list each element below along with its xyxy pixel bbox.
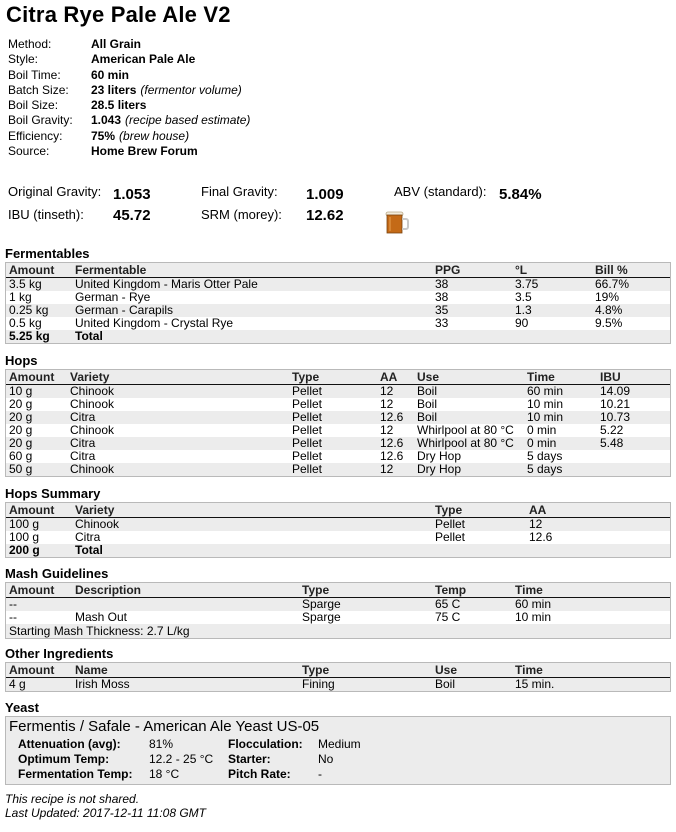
meta-note: (fermentor volume): [140, 82, 242, 97]
yeast-box: [5, 716, 671, 785]
cell: 66.7%: [595, 277, 630, 291]
cell: Pellet: [292, 397, 323, 411]
cell: 60 g: [9, 449, 33, 463]
starter-value: No: [318, 752, 334, 766]
other-ingredients-title: Other Ingredients: [5, 646, 114, 661]
ibu-stat: [8, 207, 151, 224]
header-cell: Amount: [9, 663, 55, 677]
hops-table: [5, 369, 671, 477]
cell: 9.5%: [595, 316, 623, 330]
table-row: [6, 678, 670, 691]
cell: 12.6: [380, 436, 404, 450]
cell: Whirlpool at 80 °C: [417, 423, 514, 437]
fermentables-section: [5, 245, 671, 344]
pitch-rate-value: -: [318, 767, 322, 781]
cell: Chinook: [70, 462, 115, 476]
header-cell: Bill %: [595, 263, 628, 277]
total-label: Total: [75, 329, 103, 343]
cell: 33: [435, 316, 449, 330]
other-ingredients-table: [5, 662, 671, 692]
fg-label: Final Gravity:: [201, 184, 278, 199]
table-header: [6, 370, 670, 385]
attenuation-label: Attenuation (avg):: [18, 737, 121, 751]
cell: United Kingdom - Crystal Rye: [75, 316, 234, 330]
cell: 5 days: [527, 462, 563, 476]
meta-row-method: [8, 37, 250, 52]
cell: Pellet: [435, 517, 466, 531]
header-cell: Variety: [70, 370, 110, 384]
table-row: [6, 463, 670, 476]
ibu-label: IBU (tinseth):: [8, 207, 84, 222]
recipe-footer: [5, 792, 206, 820]
hops-summary-section: [5, 485, 671, 558]
meta-label: Source:: [8, 144, 50, 159]
cell: 5.22: [600, 423, 624, 437]
cell: Dry Hop: [417, 449, 462, 463]
fermentables-table: [5, 262, 671, 344]
cell: 3.75: [515, 277, 539, 291]
cell: Chinook: [70, 423, 115, 437]
header-cell: Type: [292, 370, 320, 384]
cell: 10.21: [600, 397, 631, 411]
cell: 65 C: [435, 597, 461, 611]
table-header: [6, 263, 670, 278]
mash-table: [5, 582, 671, 639]
hops-title: Hops: [5, 353, 38, 368]
cell: Sparge: [302, 597, 341, 611]
abv-value: 5.84%: [499, 186, 542, 203]
table-row: [6, 518, 670, 531]
cell: 10 min: [527, 397, 564, 411]
abv-label: ABV (standard):: [394, 184, 487, 199]
abv-stat: [394, 184, 542, 203]
yeast-title: Yeast: [5, 700, 39, 715]
starter-label: Starter:: [228, 752, 271, 766]
cell: --: [9, 597, 17, 611]
cell: Pellet: [292, 410, 323, 424]
recipe-title: Citra Rye Pale Ale V2: [6, 2, 231, 27]
cell: 10.73: [600, 410, 631, 424]
fg-stat: [201, 184, 344, 203]
cell: Pellet: [292, 423, 323, 437]
table-total-row: [6, 544, 670, 557]
meta-label: Style:: [8, 52, 39, 67]
table-row: [6, 424, 670, 437]
meta-value: 23 liters: [91, 82, 137, 97]
recipe-meta: [8, 37, 250, 159]
cell: 10 min: [515, 610, 552, 624]
header-cell: Amount: [9, 263, 55, 277]
cell: 12.6: [380, 449, 404, 463]
cell: Chinook: [70, 397, 115, 411]
fermentables-title: Fermentables: [5, 246, 90, 261]
og-stat: [8, 184, 151, 203]
header-cell: Description: [75, 583, 142, 597]
cell: 15 min.: [515, 677, 555, 691]
total-amount: 5.25 kg: [9, 329, 50, 343]
meta-row-batch-size: [8, 83, 250, 98]
cell: 60 min: [527, 384, 564, 398]
meta-row-boil-time: [8, 68, 250, 83]
header-cell: Temp: [435, 583, 467, 597]
cell: Citra: [70, 449, 96, 463]
cell: Chinook: [75, 517, 120, 531]
cell: 3.5: [515, 290, 532, 304]
yeast-name: Fermentis / Safale - American Ale Yeast US-05: [9, 718, 320, 735]
og-value: 1.053: [113, 186, 151, 203]
header-cell: Variety: [75, 503, 115, 517]
cell: Pellet: [292, 462, 323, 476]
meta-value: 1.043: [91, 113, 122, 128]
meta-row-style: [8, 52, 250, 67]
share-status: This recipe is not shared.: [5, 792, 140, 806]
meta-value: 75%: [91, 128, 116, 143]
cell: 20 g: [9, 436, 33, 450]
other-ingredients-section: [5, 645, 671, 692]
cell: 12: [380, 397, 394, 411]
pitch-rate-label: Pitch Rate:: [228, 767, 291, 781]
cell: Pellet: [435, 530, 466, 544]
cell: 4 g: [9, 677, 26, 691]
hops-summary-title: Hops Summary: [5, 486, 101, 501]
table-row: [6, 398, 670, 411]
header-cell: Time: [515, 583, 543, 597]
srm-label: SRM (morey):: [201, 207, 282, 222]
header-cell: Use: [417, 370, 440, 384]
cell: 10 g: [9, 384, 33, 398]
cell: 5.48: [600, 436, 624, 450]
cell: 1.3: [515, 303, 532, 317]
og-label: Original Gravity:: [8, 184, 102, 199]
cell: 12: [380, 462, 394, 476]
header-cell: Amount: [9, 370, 55, 384]
header-cell: Type: [302, 583, 330, 597]
cell: 35: [435, 303, 449, 317]
meta-note: (brew house): [119, 128, 190, 143]
cell: 12.6: [529, 530, 553, 544]
optimum-temp-label: Optimum Temp:: [18, 752, 110, 766]
header-cell: AA: [529, 503, 547, 517]
meta-label: Batch Size:: [8, 82, 69, 97]
cell: 20 g: [9, 423, 33, 437]
cell: Boil: [435, 677, 456, 691]
meta-value: American Pale Ale: [91, 52, 196, 67]
meta-label: Boil Size:: [8, 98, 59, 113]
meta-value: 28.5 liters: [91, 98, 147, 113]
cell: 100 g: [9, 530, 40, 544]
table-header: [6, 663, 670, 678]
meta-row-boil-gravity: [8, 113, 250, 128]
cell: Fining: [302, 677, 335, 691]
cell: Boil: [417, 397, 438, 411]
header-cell: Amount: [9, 583, 55, 597]
cell: Pellet: [292, 384, 323, 398]
attenuation-value: 81%: [149, 737, 174, 751]
meta-row-efficiency: [8, 129, 250, 144]
cell: 75 C: [435, 610, 461, 624]
beer-glass-icon: [384, 209, 410, 235]
header-cell: Time: [515, 663, 543, 677]
table-header: [6, 583, 670, 598]
cell: German - Rye: [75, 290, 151, 304]
cell: Pellet: [292, 436, 323, 450]
table-row: [6, 611, 670, 624]
header-cell: Type: [435, 503, 463, 517]
header-cell: AA: [380, 370, 398, 384]
cell: German - Carapils: [75, 303, 174, 317]
cell: 0 min: [527, 436, 557, 450]
cell: 20 g: [9, 410, 33, 424]
ibu-value: 45.72: [113, 207, 151, 224]
cell: Chinook: [70, 384, 115, 398]
header-cell: PPG: [435, 263, 461, 277]
hops-section: [5, 352, 671, 477]
cell: 3.5 kg: [9, 277, 42, 291]
cell: 100 g: [9, 517, 40, 531]
cell: Whirlpool at 80 °C: [417, 436, 514, 450]
cell: 60 min: [515, 597, 552, 611]
header-cell: Fermentable: [75, 263, 147, 277]
last-updated: Last Updated: 2017-12-11 11:08 GMT: [5, 806, 207, 820]
header-cell: Name: [75, 663, 108, 677]
cell: 12: [380, 423, 394, 437]
cell: 38: [435, 290, 449, 304]
cell: Sparge: [302, 610, 341, 624]
meta-label: Boil Time:: [8, 67, 61, 82]
fermentation-temp-value: 18 °C: [149, 767, 180, 781]
meta-note: (recipe based estimate): [125, 113, 251, 128]
meta-label: Efficiency:: [8, 128, 63, 143]
cell: 50 g: [9, 462, 33, 476]
table-total-row: [6, 330, 670, 343]
header-cell: IBU: [600, 370, 621, 384]
cell: 90: [515, 316, 529, 330]
mash-section: [5, 565, 671, 639]
cell: Boil: [417, 384, 438, 398]
cell: 1 kg: [9, 290, 32, 304]
cell: --: [9, 610, 17, 624]
cell: 19%: [595, 290, 620, 304]
cell: 5 days: [527, 449, 563, 463]
cell: 4.8%: [595, 303, 623, 317]
cell: Boil: [417, 410, 438, 424]
meta-row-source: [8, 144, 250, 159]
fg-value: 1.009: [306, 186, 344, 203]
cell: 10 min: [527, 410, 564, 424]
header-cell: Time: [527, 370, 555, 384]
table-row: [6, 531, 670, 544]
cell: Dry Hop: [417, 462, 462, 476]
header-cell: Type: [302, 663, 330, 677]
flocculation-value: Medium: [318, 737, 361, 751]
cell: Citra: [70, 436, 96, 450]
cell: United Kingdom - Maris Otter Pale: [75, 277, 258, 291]
cell: Mash Out: [75, 610, 128, 624]
cell: 12: [380, 384, 394, 398]
table-row: [6, 317, 670, 330]
optimum-temp-value: 12.2 - 25 °C: [149, 752, 214, 766]
total-label: Total: [75, 543, 103, 557]
table-header: [6, 503, 670, 518]
header-cell: Amount: [9, 503, 55, 517]
cell: 38: [435, 277, 449, 291]
yeast-section: [5, 699, 671, 785]
cell: Pellet: [292, 449, 323, 463]
cell: 0 min: [527, 423, 557, 437]
table-row: [6, 437, 670, 450]
meta-value: Home Brew Forum: [91, 144, 198, 159]
cell: Citra: [75, 530, 101, 544]
meta-label: Boil Gravity:: [8, 113, 73, 128]
total-amount: 200 g: [9, 543, 40, 557]
srm-value: 12.62: [306, 207, 344, 224]
srm-stat: [201, 207, 344, 224]
meta-label: Method:: [8, 37, 52, 51]
header-cell: °L: [515, 263, 528, 277]
recipe-stats: [8, 182, 668, 232]
cell: 12: [529, 517, 543, 531]
hops-summary-table: [5, 502, 671, 558]
cell: Citra: [70, 410, 96, 424]
cell: 0.5 kg: [9, 316, 42, 330]
cell: 14.09: [600, 384, 631, 398]
mash-thickness-note: Starting Mash Thickness: 2.7 L/kg: [9, 624, 190, 638]
cell: 20 g: [9, 397, 33, 411]
header-cell: Use: [435, 663, 458, 677]
flocculation-label: Flocculation:: [228, 737, 303, 751]
mash-title: Mash Guidelines: [5, 566, 109, 581]
meta-value: 60 min: [91, 67, 130, 82]
meta-row-boil-size: [8, 98, 250, 113]
fermentation-temp-label: Fermentation Temp:: [18, 767, 133, 781]
cell: 0.25 kg: [9, 303, 49, 317]
meta-value: All Grain: [91, 37, 142, 51]
cell: Irish Moss: [75, 677, 130, 691]
cell: 12.6: [380, 410, 404, 424]
